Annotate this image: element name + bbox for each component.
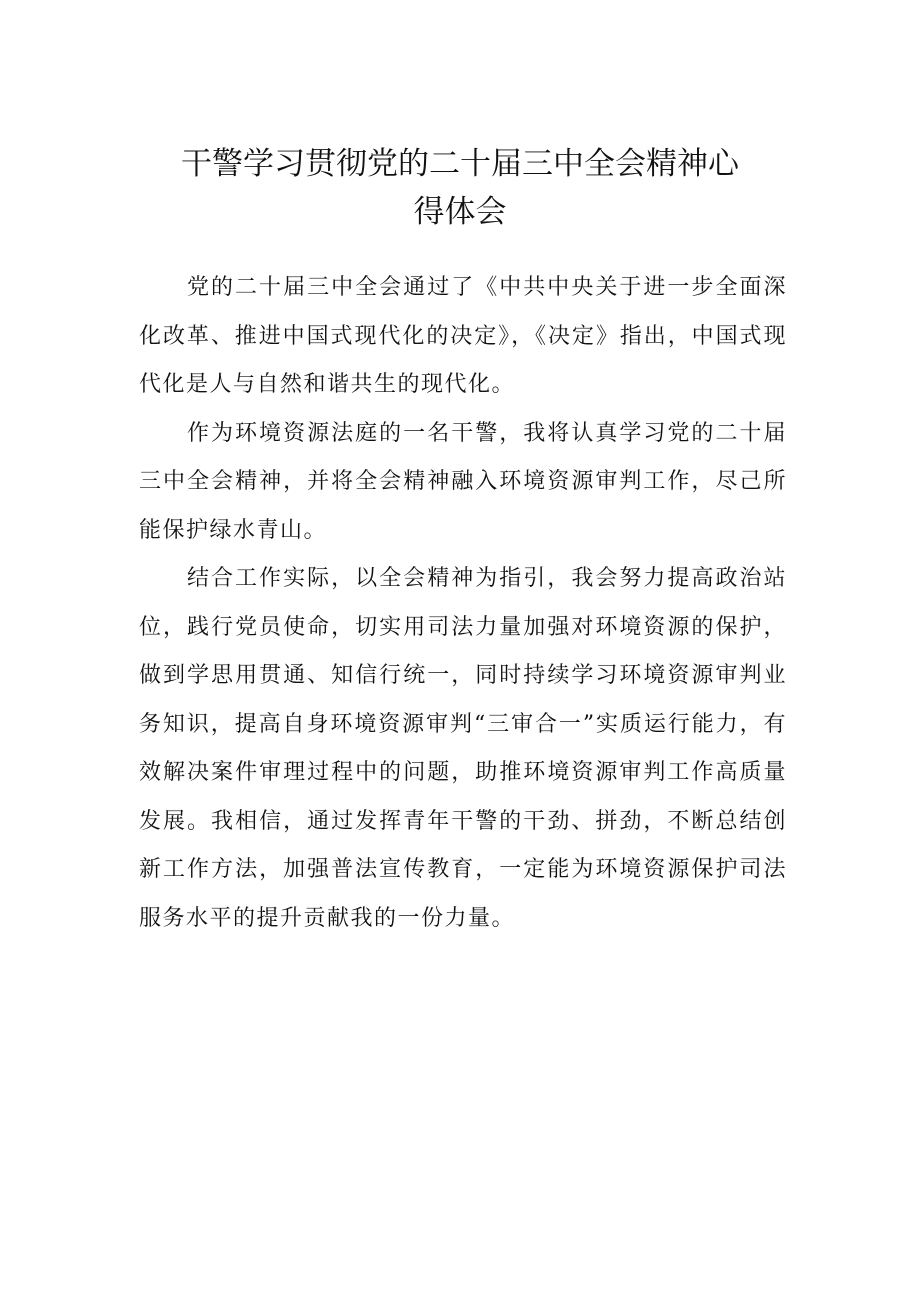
document-body: [139, 264, 787, 943]
paragraph-1: 党的二十届三中全会通过了《中共中央关于进一步全面深化改革、推进中国式现代化的决定》，《决定》指出，中国式现代化是人与自然和谐共生的现代化。: [139, 275, 787, 397]
title-line-2: 得体会: [413, 194, 507, 230]
title-line-1: 干警学习贯彻党的二十届三中全会精神心: [181, 146, 739, 182]
document-title: [120, 140, 800, 236]
paragraph-2: 作为环境资源法庭的一名干警，我将认真学习党的二十届三中全会精神，并将全会精神融入环境资源审判工作，尽己所能保护绿水青山。: [139, 420, 787, 543]
paragraph-3: 结合工作实际，以全会精神为指引，我会努力提高政治站位，践行党员使命，切实用司法力量加强对环境资源的保护，做到学思用贯通、知信行统一，同时持续学习环境资源审判业务知识，提高自身环境资源审判“三审合一”实质运行能力，有效解决案件审理过程中的问题，助推环境资源审判工作高质量发展。我相信，通过发挥青年干警的干劲、拼劲，不断总结创新工作方法，加强普法宣传教育，一定能为环境资源保护司法服务水平的提升贡献我的一份力量。: [139, 566, 787, 931]
